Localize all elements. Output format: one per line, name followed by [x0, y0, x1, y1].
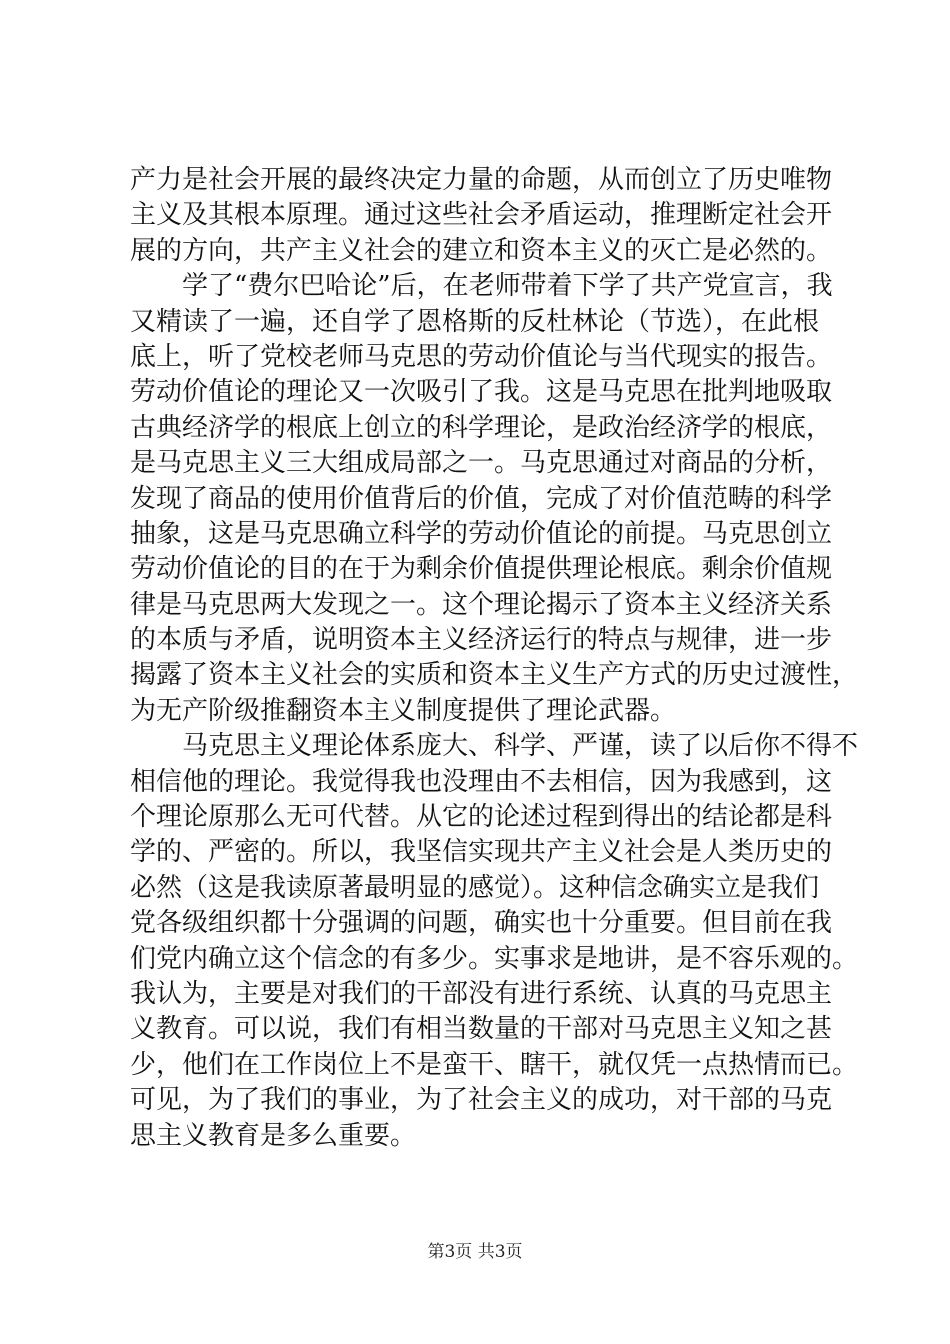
document-body: [130, 163, 859, 1154]
text-line: 揭露了资本主义社会的实质和资本主义生产方式的历史过渡性，: [130, 660, 859, 691]
page-footer: 第3页 共3页: [427, 1242, 523, 1262]
text-line: 学了“费尔巴哈论”后，在老师带着下学了共产党宣言，我: [182, 271, 833, 302]
text-line: 是马克思主义三大组成局部之一。马克思通过对商品的分析，: [130, 448, 833, 479]
text-line: 为无产阶级推翻资本主义制度提供了理论武器。: [130, 695, 677, 726]
text-line: 少，他们在工作岗位上不是蛮干、瞎干，就仅凭一点热情而已。: [130, 1049, 859, 1080]
text-line: 主义及其根本原理。通过这些社会矛盾运动，推理断定社会开: [130, 200, 833, 231]
text-line: 底上，听了党校老师马克思的劳动价值论与当代现实的报告。: [130, 341, 833, 372]
paragraph-2: [130, 269, 859, 729]
text-line: 古典经济学的根底上创立的科学理论，是政治经济学的根底，: [130, 412, 833, 443]
text-line: 我认为，主要是对我们的干部没有进行系统、认真的马克思主: [130, 978, 833, 1009]
text-line: 劳动价值论的目的在于为剩余价值提供理论根底。剩余价值规: [130, 554, 833, 585]
text-line: 们党内确立这个信念的有多少。实事求是地讲，是不容乐观的。: [130, 943, 859, 974]
text-line: 展的方向，共产主义社会的建立和资本主义的灭亡是必然的。: [130, 235, 833, 266]
text-line: 又精读了一遍，还自学了恩格斯的反杜林论（节选），在此根: [130, 306, 820, 337]
text-line: 党各级组织都十分强调的问题，确实也十分重要。但目前在我: [130, 908, 833, 939]
text-line: 学的、严密的。所以，我坚信实现共产主义社会是人类历史的: [130, 837, 833, 868]
text-line: 马克思主义理论体系庞大、科学、严谨，读了以后你不得不: [182, 731, 859, 762]
text-line: 个理论原那么无可代替。从它的论述过程到得出的结论都是科: [130, 802, 833, 833]
text-line: 抽象，这是马克思确立科学的劳动价值论的前提。马克思创立: [130, 518, 833, 549]
text-line: 必然（这是我读原著最明显的感觉）。这种信念确实立是我们: [130, 872, 820, 903]
text-line: 相信他的理论。我觉得我也没理由不去相信，因为我感到，这: [130, 766, 833, 797]
text-line: 劳动价值论的理论又一次吸引了我。这是马克思在批判地吸取: [130, 377, 833, 408]
paragraph-1: [130, 163, 833, 269]
paragraph-3: [130, 729, 859, 1154]
text-line: 义教育。可以说，我们有相当数量的干部对马克思主义知之甚: [130, 1014, 833, 1045]
text-line: 发现了商品的使用价值背后的价值，完成了对价值范畴的科学: [130, 483, 833, 514]
text-line: 的本质与矛盾，说明资本主义经济运行的特点与规律，进一步: [130, 625, 833, 656]
text-line: 思主义教育是多么重要。: [130, 1120, 417, 1151]
text-line: 产力是社会开展的最终决定力量的命题，从而创立了历史唯物: [130, 165, 833, 195]
text-line: 律是马克思两大发现之一。这个理论揭示了资本主义经济关系: [130, 589, 833, 620]
text-line: 可见，为了我们的事业，为了社会主义的成功，对干部的马克: [130, 1085, 833, 1116]
